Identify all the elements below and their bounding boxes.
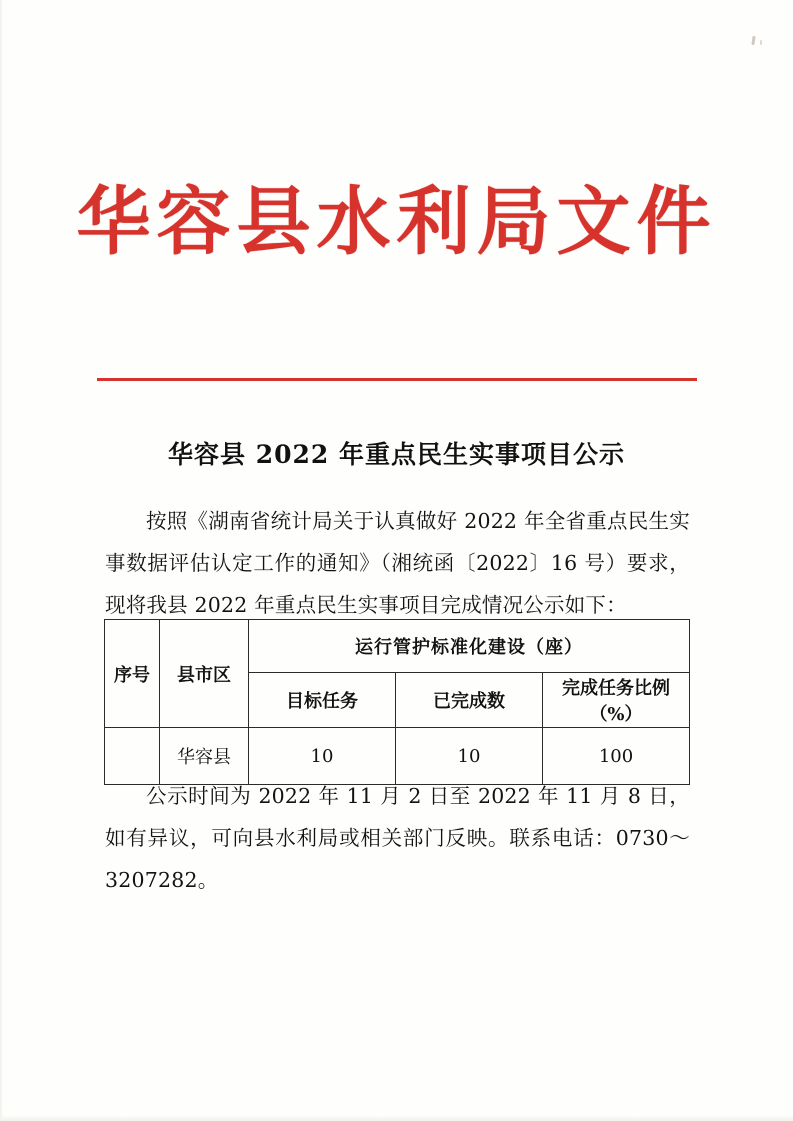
notice-paragraphs	[105, 775, 690, 903]
intro-paragraphs	[105, 500, 690, 628]
scan-edge-bottom	[0, 1115, 793, 1121]
column-header-seq: 序号	[105, 620, 160, 728]
page-title: 华容县 2022 年重点民生实事项目公示	[168, 440, 625, 469]
cell-ratio: 100	[543, 728, 690, 785]
cell-target: 10	[249, 728, 396, 785]
column-header-completed: 已完成数	[396, 673, 543, 728]
column-header-ratio: 完成任务比例（%）	[543, 673, 690, 728]
cell-completed: 10	[396, 728, 543, 785]
project-completion-table	[104, 619, 690, 785]
table-header-row	[105, 620, 690, 673]
column-header-target: 目标任务	[249, 673, 396, 728]
masthead-divider	[97, 378, 697, 381]
column-header-area: 县市区	[160, 620, 249, 728]
scan-speck	[751, 36, 755, 45]
intro-paragraph: 按照《湖南省统计局关于认真做好 2022 年全省重点民生实事数据评估认定工作的通知》（湘统函〔2022〕16 号）要求，现将我县 2022 年重点民生实事项目完成情况公示如下：	[105, 509, 690, 617]
masthead	[0, 180, 793, 265]
cell-area: 华容县	[160, 728, 249, 785]
scan-edge-left	[0, 0, 3, 1121]
notice-paragraph: 公示时间为 2022 年 11 月 2 日至 2022 年 11 月 8 日，如有异议，可向县水利局或相关部门反映。联系电话：0730～3207282。	[105, 784, 690, 892]
scan-speck	[760, 40, 762, 45]
masthead-title: 华容县水利局文件	[76, 179, 717, 265]
column-header-group: 运行管护标准化建设（座）	[249, 620, 690, 673]
